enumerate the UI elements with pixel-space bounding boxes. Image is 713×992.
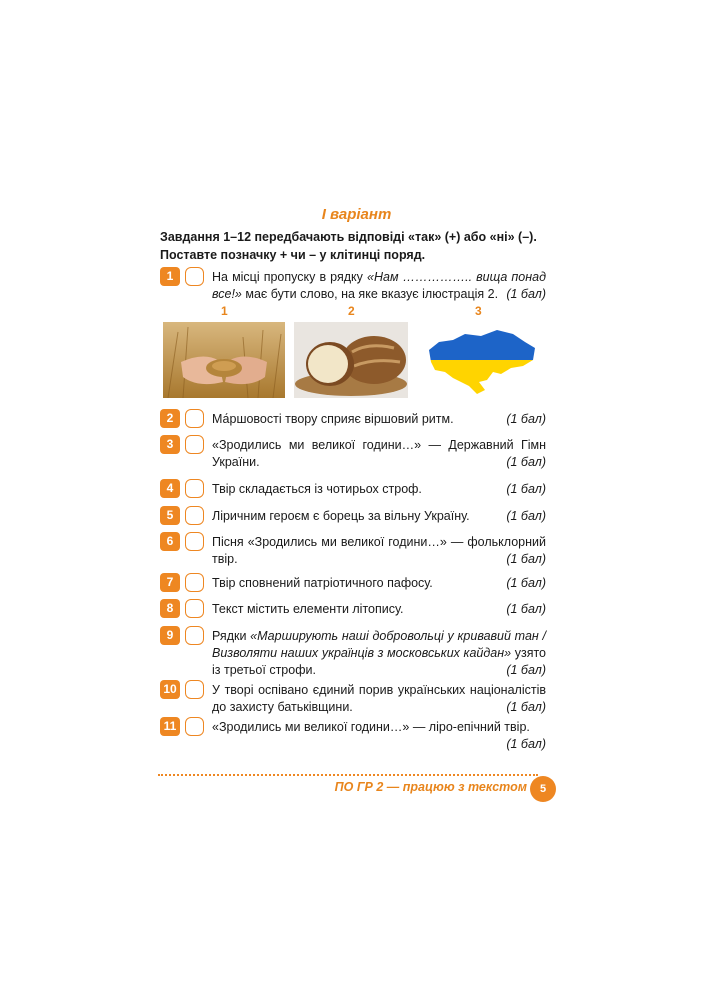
question-points: (1 бал): [506, 700, 546, 714]
question-points: (1 бал): [506, 412, 546, 426]
question-points: (1 бал): [506, 602, 546, 616]
answer-checkbox[interactable]: [185, 717, 204, 736]
question-text: На місці пропуску в рядку «Нам …………….. вища понад все!» має бути слово, на яке вказує ілюстрація 2. (1 бал): [212, 270, 546, 301]
question-points: (1 бал): [506, 576, 546, 590]
page-number: 5: [530, 776, 556, 802]
question-number: 11: [160, 717, 180, 736]
answer-checkbox[interactable]: [185, 626, 204, 645]
illustration-number-3: 3: [475, 304, 482, 318]
footer-title: ПО ГР 2 — працюю з текстом: [334, 780, 527, 794]
answer-checkbox[interactable]: [185, 532, 204, 551]
question-number: 5: [160, 506, 180, 525]
question-number: 10: [160, 680, 180, 699]
question-text: Пісня «Зродились ми великої години…» — фольклорний твір. (1 бал): [212, 535, 546, 566]
question-points: (1 бал): [506, 455, 546, 469]
instructions-line-1: Завдання 1–12 передбачають відповіді «так» (+) або «ні» (–).: [160, 230, 537, 244]
answer-checkbox[interactable]: [185, 506, 204, 525]
ukraine-map-flag-icon: [425, 322, 539, 398]
question-text: «Зродились ми великої години…» — ліро-епічний твір. (1 бал): [212, 720, 546, 751]
question-points: (1 бал): [506, 287, 546, 301]
answer-checkbox[interactable]: [185, 435, 204, 454]
question-quote: «Нам …………….. вища понад все!»: [212, 270, 546, 301]
question-number: 4: [160, 479, 180, 498]
illustration-number-1: 1: [221, 304, 228, 318]
question-points: (1 бал): [506, 509, 546, 523]
bread-icon: [294, 322, 408, 398]
wheat-hands-icon: [163, 322, 285, 398]
instructions-line-2: Поставте позначку + чи – у клітинці поряд.: [160, 248, 426, 262]
question-number: 8: [160, 599, 180, 618]
question-text: У творі оспівано єдиний порив українських націоналістів до захисту батьківщини. (1 бал): [212, 683, 546, 714]
question-number: 9: [160, 626, 180, 645]
question-text: (1 бал) Твір сповнений патріотичного пафосу.: [212, 576, 546, 590]
question-text: (1 бал) Текст містить елементи літопису.: [212, 602, 546, 616]
question-text: (1 бал) Ма́ршовості твору сприяє віршовий ритм.: [212, 412, 546, 426]
answer-checkbox[interactable]: [185, 409, 204, 428]
question-quote: «Марширують наші добровольці у кривавий тан / Визволяти наших українців з московських кайдан»: [212, 629, 546, 660]
question-number: 7: [160, 573, 180, 592]
question-number: 1: [160, 267, 180, 286]
question-number: 6: [160, 532, 180, 551]
question-text: Рядки «Марширують наші добровольці у кривавий тан / Визволяти наших українців з московських кайдан» узято із третьої строфи. (1 бал): [212, 629, 546, 677]
question-points: (1 бал): [506, 663, 546, 677]
question-text: «Зродились ми великої години…» — Державний Гімн України. (1 бал): [212, 438, 546, 469]
answer-checkbox[interactable]: [185, 573, 204, 592]
variant-title: І варіант: [321, 206, 392, 223]
question-text: (1 бал) Твір складається із чотирьох строф.: [212, 482, 546, 496]
question-number: 2: [160, 409, 180, 428]
question-points: (1 бал): [506, 552, 546, 566]
question-number: 3: [160, 435, 180, 454]
question-points: (1 бал): [506, 737, 546, 751]
illustration-number-2: 2: [348, 304, 355, 318]
question-text: (1 бал) Ліричним героєм є борець за вільну Україну.: [212, 509, 546, 523]
answer-checkbox[interactable]: [185, 599, 204, 618]
answer-checkbox[interactable]: [185, 479, 204, 498]
question-points: (1 бал): [506, 482, 546, 496]
footer-divider: [158, 774, 538, 776]
answer-checkbox[interactable]: [185, 267, 204, 286]
answer-checkbox[interactable]: [185, 680, 204, 699]
